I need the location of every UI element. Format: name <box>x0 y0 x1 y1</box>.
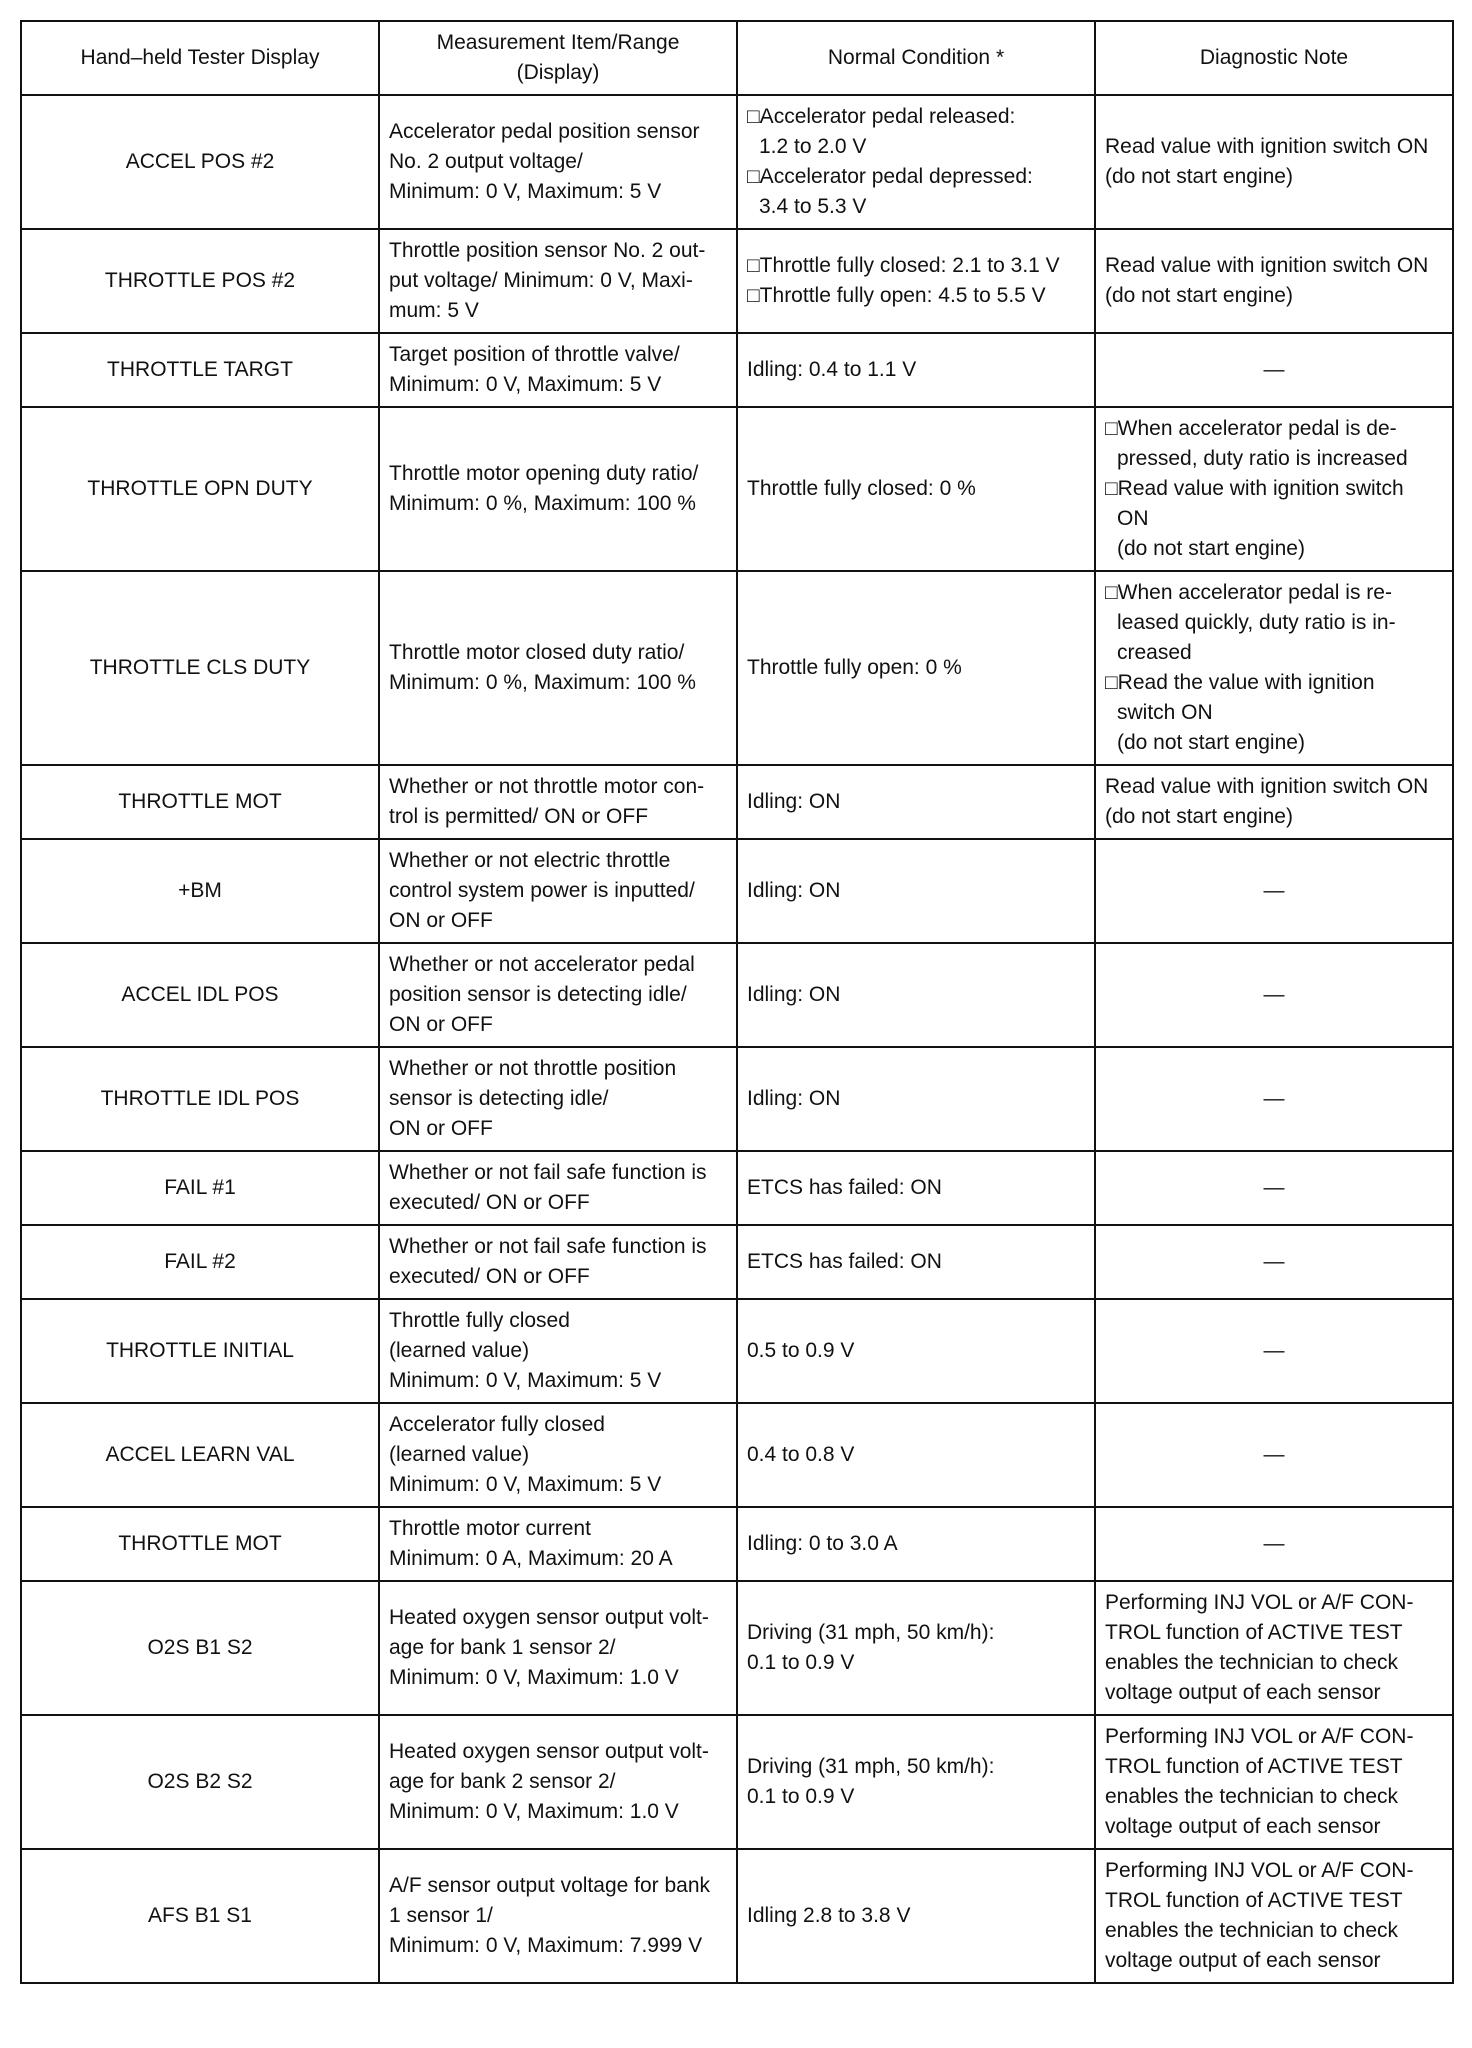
tester-display-cell <box>21 95 379 229</box>
normal-condition-line: Throttle fully open: 0 % <box>747 656 962 679</box>
table-row <box>21 1403 1453 1507</box>
measurement-line: Minimum: 0 V, Maximum: 1.0 V <box>389 1666 679 1689</box>
tester-display-cell <box>21 1507 379 1581</box>
diagnostic-note-line: Read value with ignition switch ON <box>1105 775 1429 798</box>
table-row <box>21 1715 1453 1849</box>
measurement-line: trol is permitted/ ON or OFF <box>389 805 649 828</box>
tester-display-label: O2S B1 S2 <box>147 1636 253 1659</box>
diagnostic-note-line: Read value with ignition switch ON <box>1105 254 1429 277</box>
table-row <box>21 95 1453 229</box>
measurement-line: ON or OFF <box>389 1013 493 1036</box>
measurement-line: sensor is detecting idle/ <box>389 1087 609 1110</box>
diagnostic-note-dash: — <box>1263 1532 1285 1555</box>
diagnostic-note-cell <box>1095 1151 1453 1225</box>
tester-display-label: FAIL #2 <box>164 1250 236 1273</box>
measurement-line: ON or OFF <box>389 909 493 932</box>
diagnostic-note-cell <box>1095 1047 1453 1151</box>
diagnostic-note-dash: — <box>1263 1443 1285 1466</box>
normal-condition-line: 1.2 to 2.0 V <box>759 135 867 158</box>
diagnostic-note-cell <box>1095 1299 1453 1403</box>
measurement-line: No. 2 output voltage/ <box>389 150 583 173</box>
header-measurement-line1: Measurement Item/Range <box>436 31 680 54</box>
normal-condition-line: □Accelerator pedal depressed: <box>747 165 1033 188</box>
diagnostic-note-line: (do not start engine) <box>1105 805 1293 828</box>
tester-display-cell <box>21 1047 379 1151</box>
table-row <box>21 1507 1453 1581</box>
normal-condition-line: Throttle fully closed: 0 % <box>747 477 976 500</box>
measurement-line: Throttle motor closed duty ratio/ <box>389 641 685 664</box>
normal-condition-cell <box>737 229 1095 333</box>
diagnostic-note-line: Performing INJ VOL or A/F CON- <box>1105 1591 1414 1614</box>
tester-display-cell <box>21 229 379 333</box>
tester-display-cell <box>21 1225 379 1299</box>
diagnostic-note-dash: — <box>1263 879 1285 902</box>
tester-display-cell <box>21 1849 379 1983</box>
normal-condition-line: Idling: ON <box>747 879 841 902</box>
diagnostic-note-line: (do not start engine) <box>1117 537 1305 560</box>
normal-condition-cell <box>737 407 1095 571</box>
measurement-line: 1 sensor 1/ <box>389 1904 493 1927</box>
diagnostic-note-cell <box>1095 1849 1453 1983</box>
diagnostic-note-line: leased quickly, duty ratio is in- <box>1117 611 1396 634</box>
diagnostic-note-line: Performing INJ VOL or A/F CON- <box>1105 1725 1414 1748</box>
tester-display-cell <box>21 839 379 943</box>
normal-condition-cell <box>737 1299 1095 1403</box>
tester-display-cell <box>21 1299 379 1403</box>
normal-condition-line: Driving (31 mph, 50 km/h): <box>747 1621 995 1644</box>
measurement-item-cell <box>379 1507 737 1581</box>
measurement-line: Heated oxygen sensor output volt- <box>389 1606 709 1629</box>
header-tester-display: Hand–held Tester Display <box>21 21 379 95</box>
diagnostic-note-dash: — <box>1263 1176 1285 1199</box>
diagnostic-note-cell <box>1095 1403 1453 1507</box>
tester-display-label: THROTTLE OPN DUTY <box>87 477 313 500</box>
diagnostic-note-line: enables the technician to check <box>1105 1785 1399 1808</box>
measurement-line: Minimum: 0 %, Maximum: 100 % <box>389 671 696 694</box>
diagnostic-note-line: □When accelerator pedal is re- <box>1105 581 1392 604</box>
measurement-item-cell <box>379 1299 737 1403</box>
table-header-row <box>21 21 1453 95</box>
measurement-item-cell <box>379 95 737 229</box>
normal-condition-line: □Accelerator pedal released: <box>747 105 1016 128</box>
normal-condition-cell <box>737 1849 1095 1983</box>
diagnostic-note-line: pressed, duty ratio is increased <box>1117 447 1408 470</box>
diagnostic-note-dash: — <box>1263 358 1285 381</box>
tester-display-label: ACCEL POS #2 <box>125 150 275 173</box>
diagnostic-note-line: enables the technician to check <box>1105 1651 1399 1674</box>
measurement-item-cell <box>379 1715 737 1849</box>
diagnostic-note-line: (do not start engine) <box>1105 284 1293 307</box>
table-row <box>21 943 1453 1047</box>
normal-condition-cell <box>737 571 1095 765</box>
diagnostic-note-cell <box>1095 1581 1453 1715</box>
measurement-line: Whether or not fail safe function is <box>389 1235 707 1258</box>
measurement-line: ON or OFF <box>389 1117 493 1140</box>
measurement-item-cell <box>379 765 737 839</box>
diagnostic-note-cell <box>1095 1715 1453 1849</box>
measurement-line: A/F sensor output voltage for bank <box>389 1874 711 1897</box>
measurement-line: Heated oxygen sensor output volt- <box>389 1740 709 1763</box>
normal-condition-cell <box>737 839 1095 943</box>
tester-display-cell <box>21 765 379 839</box>
measurement-line: (learned value) <box>389 1339 530 1362</box>
diagnostic-note-line: switch ON <box>1117 701 1213 724</box>
tester-display-label: ACCEL IDL POS <box>121 983 279 1006</box>
diagnostic-note-line: (do not start engine) <box>1117 731 1305 754</box>
diagnostic-data-table <box>20 20 1454 1984</box>
measurement-line: executed/ ON or OFF <box>389 1265 590 1288</box>
measurement-line: Throttle motor opening duty ratio/ <box>389 462 699 485</box>
diagnostic-note-dash: — <box>1263 1087 1285 1110</box>
tester-display-label: THROTTLE MOT <box>118 790 282 813</box>
diagnostic-note-cell <box>1095 333 1453 407</box>
diagnostic-note-line: TROL function of ACTIVE TEST <box>1105 1621 1403 1644</box>
normal-condition-cell <box>737 95 1095 229</box>
table-row <box>21 1581 1453 1715</box>
diagnostic-note-line: TROL function of ACTIVE TEST <box>1105 1755 1403 1778</box>
measurement-line: Minimum: 0 V, Maximum: 1.0 V <box>389 1800 679 1823</box>
normal-condition-line: □Throttle fully closed: 2.1 to 3.1 V <box>747 254 1060 277</box>
table-row <box>21 333 1453 407</box>
diagnostic-note-line: voltage output of each sensor <box>1105 1815 1381 1838</box>
measurement-line: Accelerator pedal position sensor <box>389 120 700 143</box>
tester-display-cell <box>21 1715 379 1849</box>
diagnostic-note-cell <box>1095 1225 1453 1299</box>
measurement-line: mum: 5 V <box>389 299 479 322</box>
header-normal-condition: Normal Condition * <box>737 21 1095 95</box>
measurement-item-cell <box>379 571 737 765</box>
header-measurement-line2: (Display) <box>516 61 600 84</box>
normal-condition-line: Idling: ON <box>747 1087 841 1110</box>
diagnostic-note-line: (do not start engine) <box>1105 165 1293 188</box>
measurement-line: age for bank 2 sensor 2/ <box>389 1770 616 1793</box>
diagnostic-note-line: Performing INJ VOL or A/F CON- <box>1105 1859 1414 1882</box>
normal-condition-line: Idling: ON <box>747 983 841 1006</box>
header-diagnostic-note: Diagnostic Note <box>1095 21 1453 95</box>
normal-condition-cell <box>737 1047 1095 1151</box>
tester-display-label: AFS B1 S1 <box>148 1904 252 1927</box>
diagnostic-note-cell <box>1095 95 1453 229</box>
measurement-line: Minimum: 0 V, Maximum: 5 V <box>389 1369 662 1392</box>
measurement-line: Minimum: 0 V, Maximum: 7.999 V <box>389 1934 703 1957</box>
diagnostic-note-cell <box>1095 1507 1453 1581</box>
diagnostic-note-cell <box>1095 765 1453 839</box>
tester-display-cell <box>21 333 379 407</box>
normal-condition-line: Idling: 0.4 to 1.1 V <box>747 358 917 381</box>
tester-display-cell <box>21 407 379 571</box>
table-row <box>21 1849 1453 1983</box>
normal-condition-cell <box>737 1403 1095 1507</box>
diagnostic-note-line: Read value with ignition switch ON <box>1105 135 1429 158</box>
tester-display-label: THROTTLE POS #2 <box>104 269 296 292</box>
measurement-line: Minimum: 0 V, Maximum: 5 V <box>389 373 662 396</box>
tester-display-label: THROTTLE CLS DUTY <box>89 656 311 679</box>
tester-display-label: ACCEL LEARN VAL <box>105 1443 295 1466</box>
normal-condition-line: 0.4 to 0.8 V <box>747 1443 855 1466</box>
diagnostic-note-line: □Read the value with ignition <box>1105 671 1375 694</box>
measurement-line: Target position of throttle valve/ <box>389 343 680 366</box>
normal-condition-cell <box>737 1151 1095 1225</box>
header-measurement-item <box>379 21 737 95</box>
normal-condition-cell <box>737 1225 1095 1299</box>
normal-condition-cell <box>737 333 1095 407</box>
diagnostic-note-dash: — <box>1263 983 1285 1006</box>
table-row <box>21 1225 1453 1299</box>
measurement-line: Whether or not throttle motor con- <box>389 775 705 798</box>
table-row <box>21 1047 1453 1151</box>
measurement-item-cell <box>379 407 737 571</box>
normal-condition-cell <box>737 1507 1095 1581</box>
diagnostic-note-cell <box>1095 943 1453 1047</box>
table-row <box>21 1151 1453 1225</box>
measurement-item-cell <box>379 943 737 1047</box>
diagnostic-note-line: □When accelerator pedal is de- <box>1105 417 1397 440</box>
measurement-item-cell <box>379 1849 737 1983</box>
normal-condition-line: 3.4 to 5.3 V <box>759 195 867 218</box>
measurement-item-cell <box>379 333 737 407</box>
tester-display-cell <box>21 571 379 765</box>
measurement-item-cell <box>379 1581 737 1715</box>
measurement-line: put voltage/ Minimum: 0 V, Maxi- <box>389 269 693 292</box>
diagnostic-note-line: voltage output of each sensor <box>1105 1949 1381 1972</box>
tester-display-label: THROTTLE TARGT <box>107 358 293 381</box>
measurement-line: Throttle motor current <box>389 1517 591 1540</box>
normal-condition-line: ETCS has failed: ON <box>747 1176 942 1199</box>
measurement-line: Throttle position sensor No. 2 out- <box>389 239 706 262</box>
normal-condition-line: Idling 2.8 to 3.8 V <box>747 1904 911 1927</box>
normal-condition-line: □Throttle fully open: 4.5 to 5.5 V <box>747 284 1046 307</box>
tester-display-cell <box>21 1151 379 1225</box>
diagnostic-note-line: enables the technician to check <box>1105 1919 1399 1942</box>
table-row <box>21 571 1453 765</box>
normal-condition-line: 0.5 to 0.9 V <box>747 1339 855 1362</box>
measurement-item-cell <box>379 1403 737 1507</box>
table-body <box>21 95 1453 1983</box>
normal-condition-line: ETCS has failed: ON <box>747 1250 942 1273</box>
normal-condition-line: 0.1 to 0.9 V <box>747 1785 855 1808</box>
measurement-line: executed/ ON or OFF <box>389 1191 590 1214</box>
diagnostic-note-cell <box>1095 839 1453 943</box>
table-row <box>21 839 1453 943</box>
measurement-line: age for bank 1 sensor 2/ <box>389 1636 616 1659</box>
measurement-line: Whether or not accelerator pedal <box>389 953 695 976</box>
diagnostic-note-dash: — <box>1263 1250 1285 1273</box>
measurement-item-cell <box>379 1047 737 1151</box>
tester-display-cell <box>21 943 379 1047</box>
normal-condition-cell <box>737 943 1095 1047</box>
table-row <box>21 407 1453 571</box>
measurement-item-cell <box>379 229 737 333</box>
normal-condition-cell <box>737 765 1095 839</box>
tester-display-label: THROTTLE MOT <box>118 1532 282 1555</box>
diagnostic-note-cell <box>1095 229 1453 333</box>
tester-display-cell <box>21 1403 379 1507</box>
diagnostic-note-dash: — <box>1263 1339 1285 1362</box>
normal-condition-cell <box>737 1715 1095 1849</box>
tester-display-label: +BM <box>178 879 222 902</box>
diagnostic-note-cell <box>1095 571 1453 765</box>
measurement-line: Whether or not electric throttle <box>389 849 671 872</box>
table-row <box>21 229 1453 333</box>
measurement-line: Whether or not throttle position <box>389 1057 677 1080</box>
diagnostic-note-line: ON <box>1117 507 1149 530</box>
normal-condition-line: 0.1 to 0.9 V <box>747 1651 855 1674</box>
tester-display-label: FAIL #1 <box>164 1176 236 1199</box>
measurement-item-cell <box>379 1151 737 1225</box>
measurement-line: Accelerator fully closed <box>389 1413 605 1436</box>
tester-display-cell <box>21 1581 379 1715</box>
measurement-item-cell <box>379 1225 737 1299</box>
measurement-line: Whether or not fail safe function is <box>389 1161 707 1184</box>
table-row <box>21 1299 1453 1403</box>
measurement-line: position sensor is detecting idle/ <box>389 983 687 1006</box>
normal-condition-line: Idling: 0 to 3.0 A <box>747 1532 898 1555</box>
measurement-line: (learned value) <box>389 1443 530 1466</box>
normal-condition-line: Driving (31 mph, 50 km/h): <box>747 1755 995 1778</box>
tester-display-label: THROTTLE INITIAL <box>106 1339 294 1362</box>
measurement-line: Minimum: 0 V, Maximum: 5 V <box>389 180 662 203</box>
measurement-line: control system power is inputted/ <box>389 879 695 902</box>
measurement-line: Throttle fully closed <box>389 1309 570 1332</box>
normal-condition-cell <box>737 1581 1095 1715</box>
measurement-line: Minimum: 0 A, Maximum: 20 A <box>389 1547 673 1570</box>
tester-display-label: O2S B2 S2 <box>147 1770 253 1793</box>
tester-display-label: THROTTLE IDL POS <box>100 1087 300 1110</box>
diagnostic-note-line: voltage output of each sensor <box>1105 1681 1381 1704</box>
normal-condition-line: Idling: ON <box>747 790 841 813</box>
measurement-item-cell <box>379 839 737 943</box>
diagnostic-note-line: □Read value with ignition switch <box>1105 477 1404 500</box>
diagnostic-note-cell <box>1095 407 1453 571</box>
measurement-line: Minimum: 0 V, Maximum: 5 V <box>389 1473 662 1496</box>
diagnostic-note-line: creased <box>1117 641 1192 664</box>
table-row <box>21 765 1453 839</box>
diagnostic-note-line: TROL function of ACTIVE TEST <box>1105 1889 1403 1912</box>
measurement-line: Minimum: 0 %, Maximum: 100 % <box>389 492 696 515</box>
